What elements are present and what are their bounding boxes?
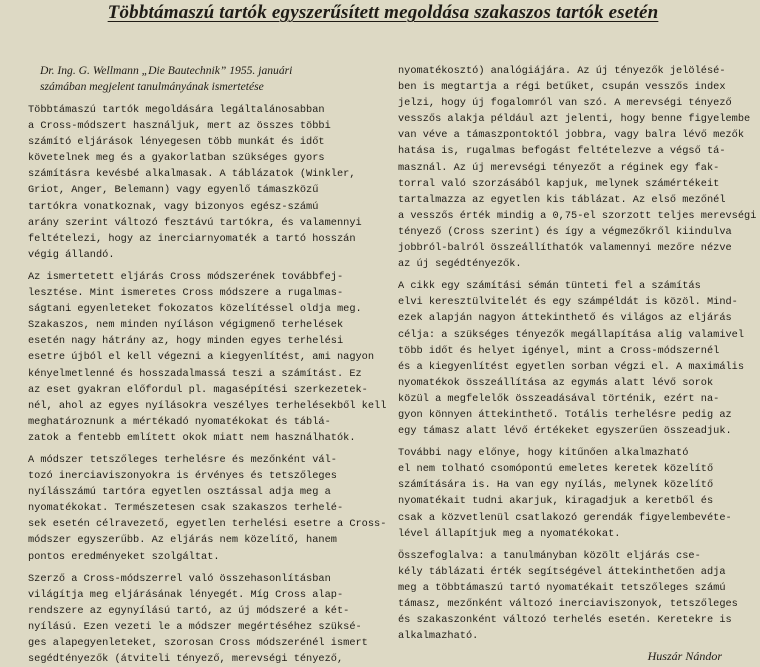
text-line: gyon könnyen áttekinthető. Totális terhelésre pedig az [398,408,732,421]
text-line: További nagy előnye, hogy kitűnően alkalmazható [398,447,689,460]
text-line: arány szerint változó fesztávú tartókra, és valamennyi [28,216,362,229]
text-line: és a kiegyenlítést egyetlen sorban végzi el. A maximális [398,360,745,373]
text-line: sek esetén célravezető, egyetlen terhelési esetre a Cross- [28,518,387,531]
text-line: Szakaszos, nem minden nyíláson végigmenő terhelések [28,319,344,332]
paragraph [398,548,748,645]
paragraph [398,63,757,272]
text-line: rendszere az egynyílású tartó, az új módszeré a két- [28,604,350,617]
text-line: ges alapegyenleteket, szorosan Cross módszerénél ismert [28,637,368,649]
text-line: támasz, mezőnként változó inerciaviszonyok, tetszőleges [398,598,738,610]
text-line: lével állapítjuk meg a nyomatékokat. [398,527,621,540]
text-line: tényező (Cross szerint) és így a végmezőkről kiindulva [398,225,732,238]
text-line: számítására is. Ha van egy nyílás, melynek közelítő [398,479,714,492]
text-line: nyomatékokat. Természetesen csak szakaszos terhelé- [28,502,344,515]
paragraph [28,571,390,667]
text-line: Összefoglalva: a tanulmányban közölt eljárás cse- [398,549,701,562]
text-line: meg a többtámaszú tartó nyomatékait tetszőleges számú [398,581,726,594]
text-line: hatása is, rugalmas befogást feltételezve a végső tá- [398,145,726,158]
text-line: több időt és helyet igényel, mint a Cross-módszernél [398,344,720,357]
text-line: zatok a fentebb említett okok miatt nem használhatók. [28,431,356,444]
author-signature: Huszár Nándor [647,649,722,664]
text-line: nyomatékosztó) analógiájára. Az új tényezők jelölésé- [398,65,726,77]
text-line: csak a közvetlenül csatlakozó gerendák figyelembevéte- [398,511,732,524]
text-line: nyomatékait tudni akarjuk, kiragadjuk a keretből és [398,495,714,508]
paragraph [28,102,390,263]
text-line: nyílású. Ezen vezeti le a módszer megértéséhez szüksé- [28,620,362,633]
text-line: feltételezi, hogy az inerciarnyomaték a tartó hosszán [28,232,356,245]
text-line: meghatároznunk a mértékadó nyomatékokat és táblá- [28,415,331,428]
text-line: Többtámaszú tartók megoldására legáltalánosabban [28,104,325,116]
text-line: számító eljárások lényegesen több munkát és időt [28,136,325,149]
text-line: elvi keresztülvitelét és egy számpéldát is közöl. Mind- [398,296,738,309]
text-line: követelnek meg és a gyakorlatban szükséges gyors [28,152,325,165]
article-title: Többtámaszú tartók egyszerűsített megoldása szakaszos tartók esetén [107,2,659,23]
text-line: pontos eredményeket szolgáltat. [28,550,220,563]
text-line: egy támasz alatt lévő értékeket egyszerűen összeadjuk. [398,425,732,438]
byline-line: Dr. Ing. G. Wellmann „Die Bautechnik” 1955. januári [40,64,293,77]
text-line: torral való szorzásából kapjuk, melynek számértékeit [398,177,720,190]
paragraph [28,452,390,565]
text-line: közül a megfelelők összeadásával történik, ezért na- [398,392,720,405]
text-line: A cikk egy számítási sémán tünteti fel a számítás [398,280,701,293]
text-line: számításra kevésbé alkalmasak. A táblázatok (Winkler, [28,168,356,181]
text-line: Griot, Anger, Belemann) vagy egyenlő támaszközű [28,184,319,197]
text-line: ságtani egyenleteket fokozatos közelítéssel oldja meg. [28,303,362,316]
text-line: módszer egyszerűbb. Az eljárás nem közelítő, hanem [28,534,337,547]
text-line: esetre újból el kell végezni a kiegyenlítést, ami nagyon [28,351,375,364]
text-line: ben is megtartja a régi betűket, csupán vesszős index [398,81,726,94]
text-line: esetén nagy hátrány az, hogy minden egyes terhelési [28,335,344,348]
text-line: A módszer tetszőleges terhelésre és mezőnként vál- [28,453,337,466]
text-line: alkalmazható. [398,630,479,643]
text-line: el nem tolható csomópontú emeletes keretek közelítő [398,463,714,476]
text-line: az új segédtényezők. [398,258,522,271]
text-line: és szakaszonként változó terhelés esetén. Keretekre is [398,614,732,627]
text-line: van véve a támaszpontoktól jobbra, vagy balra lévő mezők [398,129,745,142]
text-line: Szerző a Cross-módszerrel való összehasonlításban [28,572,331,585]
text-line: ezek alapján nagyon áttekinthető és világos az eljárás [398,312,732,325]
text-line: az eset gyakran előfordul pl. magasépítési szerkezetek- [28,383,368,396]
text-line: masznál. Az új merevségi tényezőt a réginek egy fak- [398,161,720,174]
text-line: kély táblázati érték segítségével áttekinthetően adja [398,565,726,578]
right-column [398,63,757,664]
text-line: kényelmetlenné és hosszadalmassá teszi a számítást. Ez [28,367,362,380]
paragraph [398,278,748,439]
byline-line: számában megjelent tanulmányának ismertetése [40,80,264,93]
text-line: a vesszős érték mindig a 0,75-el szorzott teljes merevségi [398,209,757,222]
left-column [28,63,390,667]
text-line: jelzi, hogy új fogalomról van szó. A merevségi tényező [398,97,732,110]
text-line: jobbról-balról összeállíthatók valamennyi mezőre nézve [398,242,732,255]
paragraph [398,445,748,542]
paragraph [28,269,390,446]
text-line: tartalmazza az egyetlen kis táblázat. Az első mezőnél [398,193,726,206]
text-line: segédtényezők (átviteli tényező, merevségi tényező, [28,653,344,666]
text-line: a Cross-módszert használjuk, mert az összes többi [28,120,331,133]
text-line: lesztése. Mint ismeretes Cross módszere a rugalmas- [28,287,344,300]
text-line: világítja meg eljárásának lényegét. Míg Cross alap- [28,588,344,601]
text-line: tozó inerciaviszonyokra is érvényes és tetszőleges [28,470,337,483]
text-line: nél, ahol az egyes nyílásokra veszélyes terhelésekből kell [28,399,387,412]
text-line: vesszős alakja például azt jelenti, hogy benne figyelembe [398,113,751,126]
text-line: végig állandó. [28,248,115,261]
text-line: tartókra vonatkoznak, vagy bizonyos egész-számú [28,200,319,213]
text-line: célja: a szükséges tényezők megállapítása alig valamivel [398,328,745,341]
text-line: nyílásszámú tartóra egyetlen osztással adja meg a [28,486,331,499]
text-line: nyomatékok összeállítása az egymás alatt lévő sorok [398,376,714,389]
text-line: Az ismertetett eljárás Cross módszerének továbbfej- [28,270,344,283]
